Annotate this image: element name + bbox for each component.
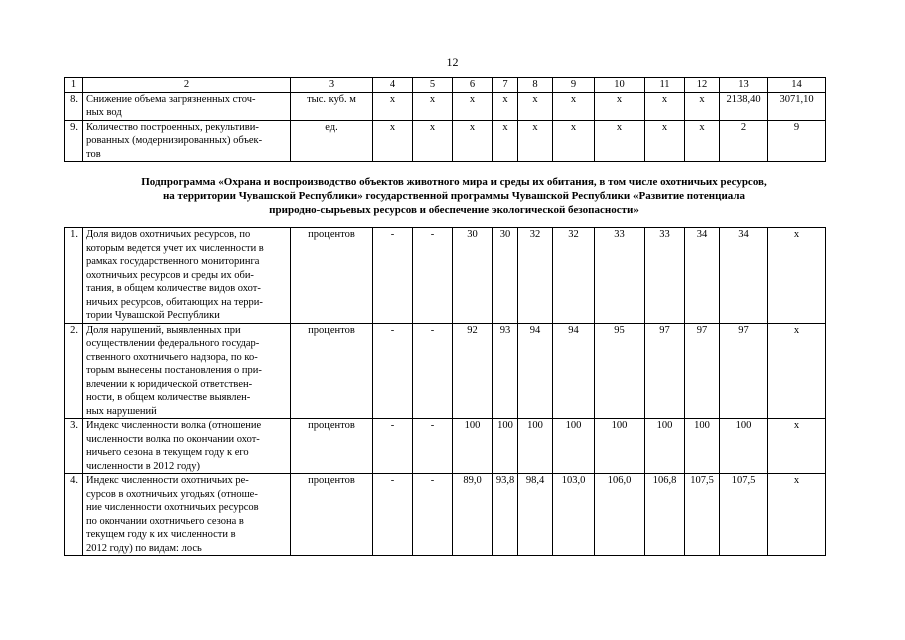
value-cell: 97 <box>645 323 685 419</box>
column-number: 7 <box>493 78 518 93</box>
indicator-name <box>83 474 291 556</box>
value-cell: 107,5 <box>720 474 768 556</box>
indicator-name-line: ничьих ресурсов, обитающих на терри- <box>86 296 263 308</box>
row-number: 3. <box>65 419 83 474</box>
value-cell: 30 <box>493 228 518 324</box>
indicator-name <box>83 120 291 162</box>
column-number: 13 <box>720 78 768 93</box>
unit-cell: процентов <box>291 474 373 556</box>
indicator-table-bottom <box>64 227 826 556</box>
indicator-name <box>83 323 291 419</box>
column-number: 6 <box>453 78 493 93</box>
value-cell: - <box>413 419 453 474</box>
value-cell: x <box>768 474 826 556</box>
row-number: 2. <box>65 323 83 419</box>
value-cell: 2 <box>720 120 768 162</box>
value-cell: x <box>553 120 595 162</box>
value-cell: 100 <box>645 419 685 474</box>
row-number: 9. <box>65 120 83 162</box>
indicator-name-line: численности волка по окончании охот- <box>86 433 260 445</box>
table-row <box>65 474 826 556</box>
value-cell: - <box>413 323 453 419</box>
value-cell: 106,0 <box>595 474 645 556</box>
value-cell: x <box>595 92 645 120</box>
table-row <box>65 120 826 162</box>
value-cell: x <box>768 323 826 419</box>
indicator-name-line: ние численности охотничьих ресурсов <box>86 502 259 513</box>
value-cell: x <box>518 120 553 162</box>
row-number: 1. <box>65 228 83 324</box>
indicator-name-line: численности в 2012 году) <box>86 460 200 472</box>
indicator-name-line: Индекс численности волка (отношение <box>86 420 262 431</box>
value-cell: - <box>413 474 453 556</box>
indicator-name <box>83 419 291 474</box>
value-cell: 100 <box>595 419 645 474</box>
page-number: 12 <box>446 55 459 69</box>
indicator-name-line: Индекс численности охотничьих ре- <box>86 475 249 486</box>
value-cell: 89,0 <box>453 474 493 556</box>
value-cell: - <box>413 228 453 324</box>
indicator-name-line: сурсов в охотничьих угодьях (отноше- <box>86 488 258 500</box>
column-number: 5 <box>413 78 453 93</box>
value-cell: - <box>373 419 413 474</box>
column-number: 11 <box>645 78 685 93</box>
value-cell: 2138,40 <box>720 92 768 120</box>
row-number: 8. <box>65 92 83 120</box>
indicator-name-line: торым вынесены постановления о при- <box>86 365 262 376</box>
value-cell: - <box>373 228 413 324</box>
value-cell: 100 <box>453 419 493 474</box>
row-number: 4. <box>65 474 83 556</box>
value-cell: x <box>453 120 493 162</box>
value-cell: x <box>768 419 826 474</box>
indicator-name-line: осуществлении федерального государ- <box>86 338 260 349</box>
table-header-row <box>65 78 826 93</box>
value-cell: x <box>373 92 413 120</box>
value-cell: 92 <box>453 323 493 419</box>
value-cell: x <box>493 92 518 120</box>
indicator-name-line: тания, в общем количестве видов охот- <box>86 283 261 294</box>
value-cell: 103,0 <box>553 474 595 556</box>
indicator-name-line: тов <box>86 148 101 160</box>
value-cell: - <box>373 474 413 556</box>
value-cell: x <box>645 120 685 162</box>
value-cell: 32 <box>553 228 595 324</box>
table-row <box>65 92 826 120</box>
value-cell: x <box>685 92 720 120</box>
value-cell: 30 <box>453 228 493 324</box>
unit-cell: тыс. куб. м <box>291 92 373 120</box>
subprogram-heading <box>64 175 844 217</box>
column-number: 4 <box>373 78 413 93</box>
subprogram-line: природно-сырьевых ресурсов и обеспечение экологической безопасности» <box>269 204 639 216</box>
value-cell: 107,5 <box>685 474 720 556</box>
value-cell: 100 <box>518 419 553 474</box>
value-cell: x <box>518 92 553 120</box>
value-cell: x <box>493 120 518 162</box>
indicator-name-line: по окончании охотничьего сезона в <box>86 515 244 527</box>
value-cell: x <box>413 120 453 162</box>
value-cell: 97 <box>720 323 768 419</box>
column-number: 10 <box>595 78 645 93</box>
value-cell: x <box>685 120 720 162</box>
table-row <box>65 228 826 324</box>
value-cell: 106,8 <box>645 474 685 556</box>
value-cell: 94 <box>518 323 553 419</box>
indicator-name-line: влечении к юридической ответствен- <box>86 378 253 390</box>
value-cell: 93 <box>493 323 518 419</box>
indicator-name-line: ности, в общем количестве выявлен- <box>86 392 251 403</box>
value-cell: 33 <box>645 228 685 324</box>
value-cell: - <box>373 323 413 419</box>
indicator-name-line: Снижение объема загрязненных сточ- <box>86 93 256 105</box>
indicator-name-line: 2012 году) по видам: лось <box>86 542 202 554</box>
column-number: 14 <box>768 78 826 93</box>
value-cell: 100 <box>685 419 720 474</box>
indicator-name-line: ных нарушений <box>86 405 157 417</box>
subprogram-line: Подпрограмма «Охрана и воспроизводство объектов животного мира и среды их обитания, в том числе охотничьих ресурсов, <box>141 176 767 188</box>
indicator-name-line: Доля видов охотничьих ресурсов, по <box>86 229 251 240</box>
value-cell: x <box>768 228 826 324</box>
value-cell: x <box>453 92 493 120</box>
value-cell: x <box>373 120 413 162</box>
indicator-name-line: охотничьих ресурсов и среды их оби- <box>86 269 254 281</box>
value-cell: 34 <box>685 228 720 324</box>
value-cell: x <box>645 92 685 120</box>
column-number: 3 <box>291 78 373 93</box>
column-number: 2 <box>83 78 291 93</box>
value-cell: 9 <box>768 120 826 162</box>
indicator-name-line: ничьего сезона в текущем году к его <box>86 447 249 458</box>
indicator-table-top <box>64 77 826 162</box>
value-cell: 100 <box>720 419 768 474</box>
indicator-name-line: рамках государственного мониторинга <box>86 256 260 267</box>
value-cell: x <box>595 120 645 162</box>
value-cell: 34 <box>720 228 768 324</box>
indicator-name <box>83 228 291 324</box>
indicator-name-line: тории Чувашской Республики <box>86 310 220 321</box>
indicator-name-line: рованных (модернизированных) объек- <box>86 135 263 146</box>
indicator-name-line: которым ведется учет их численности в <box>86 242 264 254</box>
indicator-name-line: Количество построенных, рекультиви- <box>86 121 259 133</box>
indicator-name-line: текущем году к их численности в <box>86 529 236 540</box>
column-number: 1 <box>65 78 83 93</box>
value-cell: 98,4 <box>518 474 553 556</box>
column-number: 9 <box>553 78 595 93</box>
column-number: 12 <box>685 78 720 93</box>
table-row <box>65 323 826 419</box>
value-cell: 93,8 <box>493 474 518 556</box>
value-cell: 95 <box>595 323 645 419</box>
value-cell: 33 <box>595 228 645 324</box>
value-cell: 3071,10 <box>768 92 826 120</box>
table-row <box>65 419 826 474</box>
column-number: 8 <box>518 78 553 93</box>
unit-cell: ед. <box>291 120 373 162</box>
unit-cell: процентов <box>291 228 373 324</box>
value-cell: 32 <box>518 228 553 324</box>
unit-cell: процентов <box>291 323 373 419</box>
value-cell: x <box>553 92 595 120</box>
value-cell: 100 <box>553 419 595 474</box>
value-cell: 94 <box>553 323 595 419</box>
value-cell: 100 <box>493 419 518 474</box>
indicator-name-line: ственного охотничьего надзора, по ко- <box>86 351 258 363</box>
value-cell: x <box>413 92 453 120</box>
subprogram-line: на территории Чувашской Республики» государственной программы Чувашской Республики «Развитие потенциала <box>162 190 746 202</box>
indicator-name <box>83 92 291 120</box>
indicator-name-line: Доля нарушений, выявленных при <box>86 324 241 336</box>
value-cell: 97 <box>685 323 720 419</box>
unit-cell: процентов <box>291 419 373 474</box>
indicator-name-line: ных вод <box>86 107 122 118</box>
